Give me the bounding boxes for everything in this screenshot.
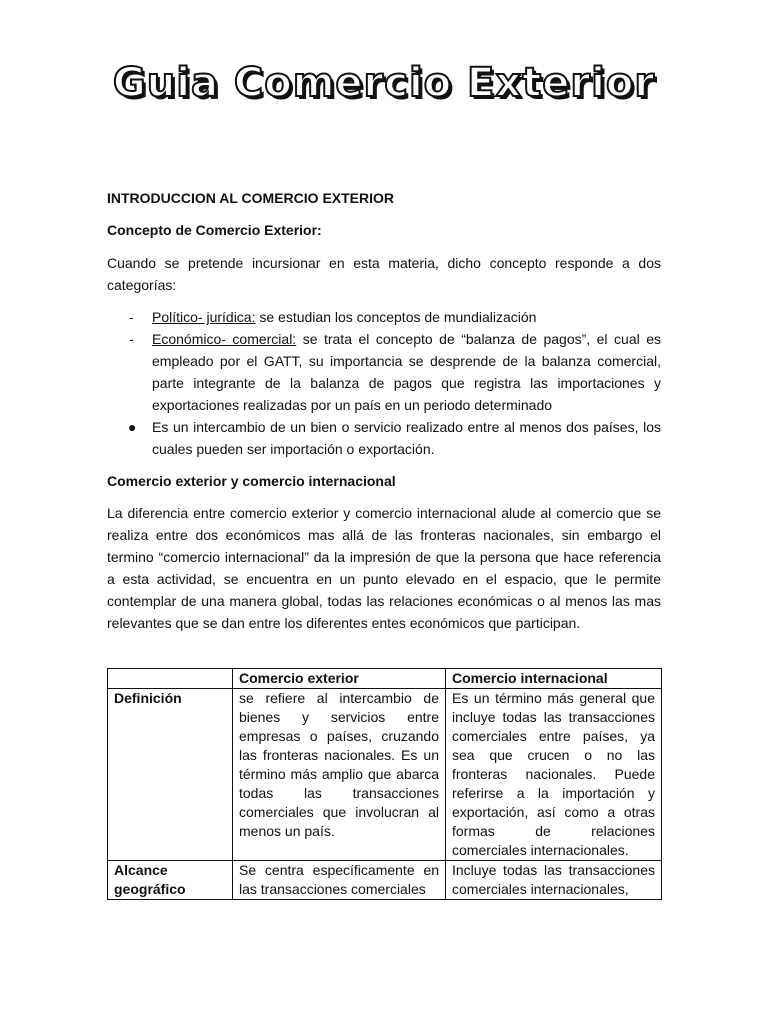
item-label: Económico- comercial: [152,331,297,347]
document-title: Guia Comercio Exterior [112,60,656,106]
table-cell: Es un término más general que incluye todas las transacciones comerciales entre países, ya sea que crucen o no las fronteras nacionales. Puede referirse a la importación y exportación, así como a otras formas de relaciones comerciales internacionales. [446,689,662,861]
heading-compare: Comercio exterior y comercio internacional [107,473,396,489]
intro-paragraph: Cuando se pretende incursionar en esta materia, dicho concepto responde a dos categorías: [107,255,661,293]
table-cell: Se centra específicamente en las transacciones comerciales [233,861,446,900]
heading-intro: INTRODUCCION AL COMERCIO EXTERIOR [107,190,395,206]
bullet-marker: ● [128,419,137,435]
table-cell: Incluye todas las transacciones comerciales internacionales, [446,861,662,900]
table-row [108,861,662,900]
table-row [108,689,662,861]
item-text: se estudian los conceptos de mundialización [255,309,537,325]
heading-concept: Concepto de Comercio Exterior: [107,222,322,238]
table-header-cell: Comercio internacional [446,669,662,689]
item-text: Es un intercambio de un bien o servicio realizado entre al menos dos países, los cuales pueden ser importación o exportación. [152,419,661,457]
row-label: Definición [108,689,233,861]
compare-paragraph: La diferencia entre comercio exterior y comercio internacional alude al comercio que se realiza entre dos económicos mas allá de las fronteras nacionales, sin embargo el termino “comercio internacional” da la impresión de que la persona que hace referencia a esta actividad, se encuentra en un punto elevado en el espacio, que le permite contemplar de una manera global, todas las relaciones económicas o al menos las mas relevantes que se dan entre los diferentes entes económicos que participan. [107,505,661,631]
list-item [107,328,661,416]
dash-list [107,306,661,416]
list-item [107,306,661,328]
list-item [107,416,661,460]
table-header-cell [108,669,233,689]
table-header-cell: Comercio exterior [233,669,446,689]
comparison-table [107,668,662,900]
dash-marker: - [129,331,134,347]
item-text: se trata el concepto de “balanza de pagos”, el cual es empleado por el GATT, su importancia se desprende de la balanza comercial, parte integrante de la balanza de pagos que registra las importaciones y exportaciones realizadas por un país en un periodo determinado [152,331,661,413]
dash-marker: - [129,309,134,325]
row-label: Alcance geográfico [108,861,233,900]
item-label: Político- jurídica: [152,309,256,325]
table-header-row [108,669,662,689]
bullet-list [107,416,661,460]
table-cell: se refiere al intercambio de bienes y servicios entre empresas o países, cruzando las fronteras nacionales. Es un término más amplio que abarca todas las transacciones comerciales que involucran al menos un país. [233,689,446,861]
